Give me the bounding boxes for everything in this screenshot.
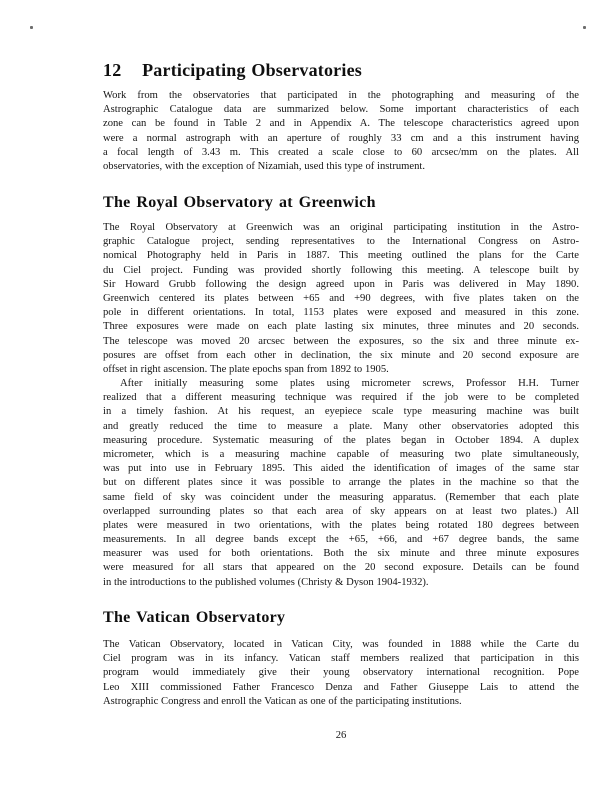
text-line: and greatly reduced the time to measure a plate. Many other observatories adopted this — [103, 420, 579, 432]
subsection-heading-vatican: The Vatican Observatory — [103, 609, 286, 626]
section-title: Participating Observatories — [142, 60, 362, 80]
text-line: program would immediately give their young observatory international recognition. Pope — [103, 667, 579, 679]
text-line: pole in different orientations. In total, 1153 plates were exposed and measured in this zone. — [103, 307, 579, 319]
text-line: a focal length of 3.43 m. This created a scale close to 60 arcsec/mm on the plates. All — [103, 146, 579, 158]
text-line: Sir Howard Grubb following the design agreed upon in Paris was delivered in May 1890. — [103, 278, 579, 290]
text-line: graphic Catalogue project, sending representatives to the International Congress on Astro- — [103, 236, 579, 248]
text-line: offset in right ascension. The plate epochs span from 1892 to 1905. — [103, 363, 389, 375]
text-line: were measured for all stars that appeared on the 20 second exposure. Details can be found — [103, 562, 579, 574]
section-heading — [103, 60, 579, 81]
text-line: overlapped surrounding plates so that each area of sky appears on at least two plates.) All — [103, 505, 579, 517]
text-line: zone can be found in Table 2 and in Appendix A. The telescope characteristics agreed upon — [103, 118, 579, 130]
page-number: 26 — [335, 730, 347, 741]
text-line: measuring procedure. Systematic measuring of the plates began in October 1894. A duplex — [103, 434, 579, 446]
text-line: Leo XIII commissioned Father Francesco Denza and Father Giuseppe Lais to attend the — [103, 681, 579, 693]
text-line: du Ciel project. Funding was provided shortly following this meeting. A telescope built by — [103, 264, 579, 276]
greenwich-paragraph-2 — [103, 377, 579, 590]
text-line: were a normal astrograph with an aperture of roughly 33 cm and a this instrument having — [103, 132, 579, 144]
text-line: observatories, with the exception of Nizamiah, used this type of instrument. — [103, 160, 425, 172]
text-line: but on different plates since it was possible to arrange the plates in the machine so that the — [103, 477, 579, 489]
text-line: same field of sky was coincident under the measuring apparatus. (Remember that each plate — [103, 491, 579, 503]
text-line: The Vatican Observatory, located in Vatican City, was founded in 1888 while the Carte du — [103, 639, 579, 650]
text-line: micrometer, which is a measuring machine capable of measuring two plate simultaneously, — [103, 448, 579, 460]
text-line: in a timely fashion. At his request, an eyepiece scale type measuring machine was built — [103, 406, 579, 418]
text-line: in the introductions to the published volumes (Christy & Dyson 1904-1932). — [103, 576, 429, 588]
text-line: The Royal Observatory at Greenwich was an original participating institution in the Astro- — [103, 222, 579, 233]
text-line: Astrographic Congress and enroll the Vatican as one of the participating institutions. — [103, 695, 462, 707]
text-line: Greenwich centered its plates between +65 and +90 degrees, with five plates taken on the — [103, 292, 579, 304]
text-line: nomical Photography held in Paris in 1887. This meeting outlined the plans for the Carte — [103, 250, 579, 262]
greenwich-paragraph-1 — [103, 221, 579, 377]
text-line: measurer was used for both orientations. Both the six minute and three minute exposures — [103, 548, 579, 560]
text-line: Three exposures were made on each plate lasting six minutes, three minutes and 20 seconds. — [103, 321, 579, 333]
text-line: plates were measured in two orientations, with the plates being rotated 180 degrees between — [103, 519, 579, 531]
text-line: realized that a different measuring technique was required if the job were to be completed — [103, 392, 579, 404]
text-line: measurements. In all degree bands except the +65, +66, and +67 degree bands, the same — [103, 534, 579, 546]
scan-mark-left — [30, 26, 33, 29]
text-line: Work from the observatories that participated in the photographing and measuring of the — [103, 90, 579, 101]
text-line: Astrographic Catalogue data are summarized below. Some important characteristics of each — [103, 104, 579, 116]
text-line: After initially measuring some plates using micrometer screws, Professor H.H. Turner — [120, 378, 579, 389]
vatican-paragraph-1 — [103, 638, 579, 709]
text-line: was put into use in February 1895. This aided the identification of images of the same star — [103, 463, 579, 475]
scan-mark-right — [583, 26, 586, 29]
text-line: posures are offset from each other in declination, the six minute and 20 second exposure are — [103, 349, 579, 361]
subsection-heading-greenwich: The Royal Observatory at Greenwich — [103, 194, 376, 211]
section-number: 12 — [103, 60, 122, 80]
intro-paragraph — [103, 89, 579, 174]
text-line: The telescope was moved 20 arcsec between the exposures, so the six and three minute ex- — [103, 335, 579, 347]
text-line: Ciel program was in its infancy. Vatican staff members realized that participation in this — [103, 653, 579, 665]
